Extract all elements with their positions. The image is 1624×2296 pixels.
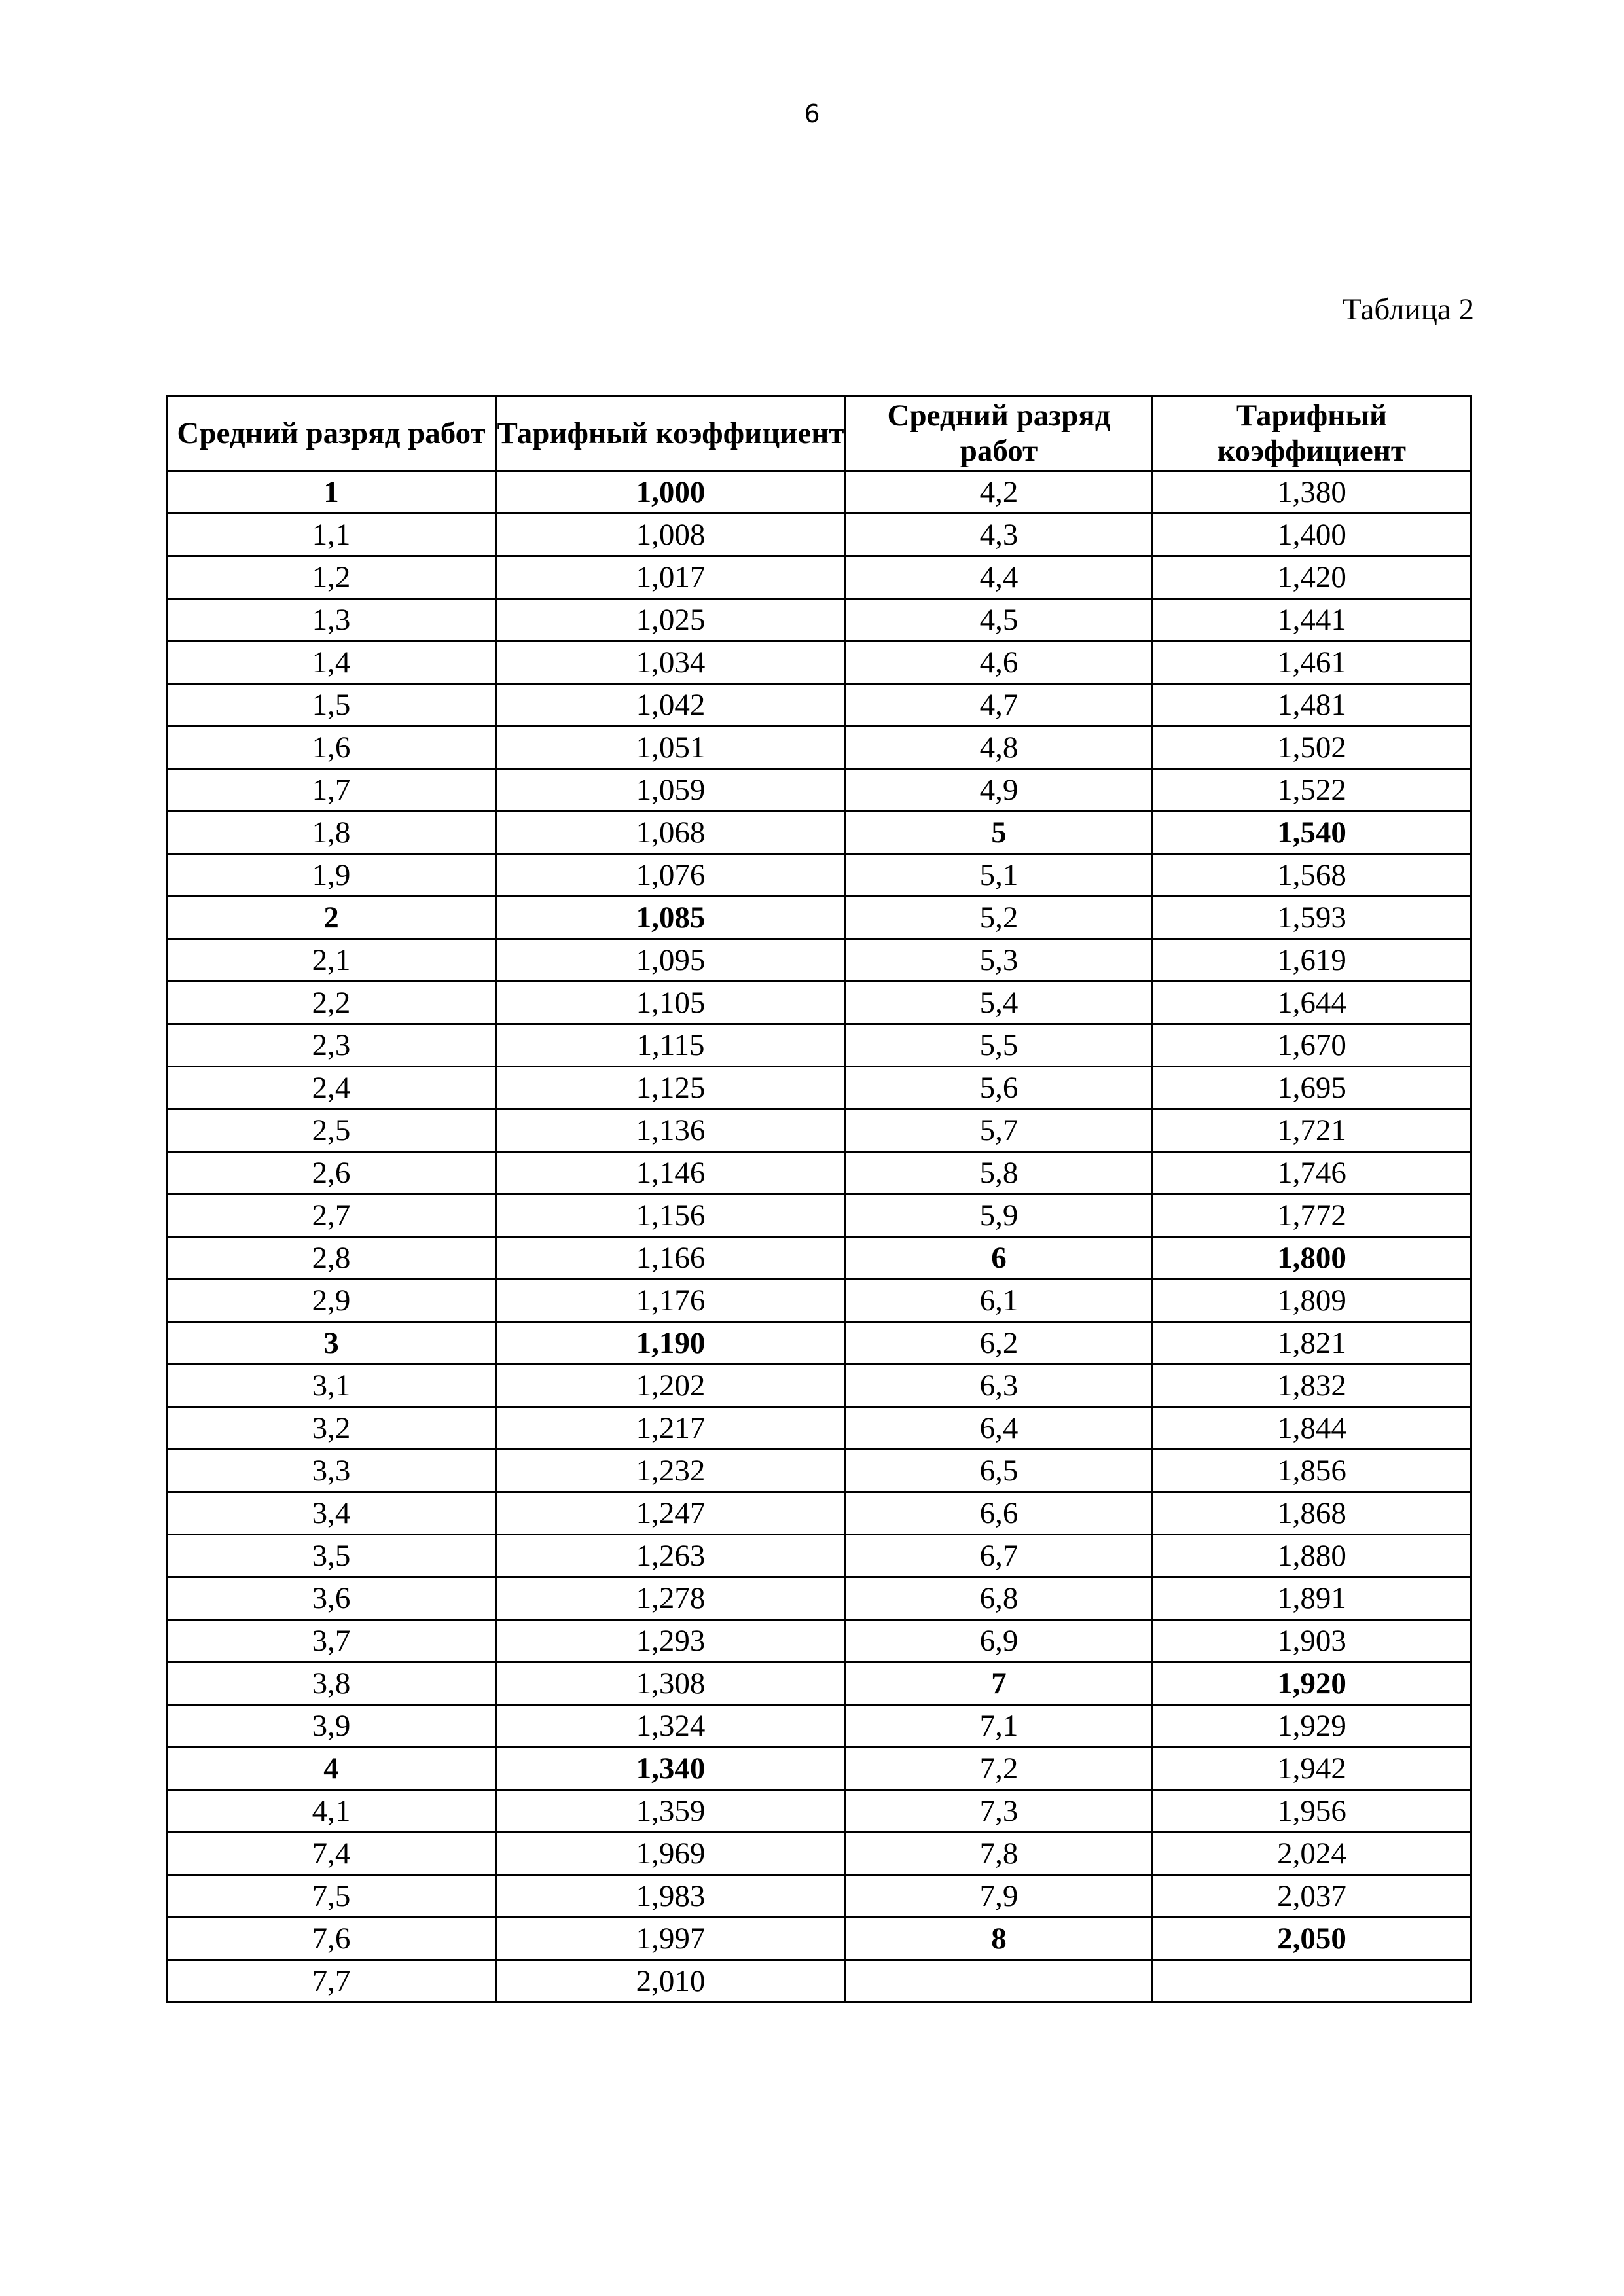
grade-left-cell: 1,9: [167, 854, 496, 897]
grade-left-cell: 3,8: [167, 1662, 496, 1705]
coefficient-left-cell: 1,146: [496, 1152, 846, 1194]
grade-left-cell: 7,5: [167, 1875, 496, 1918]
table-row: [167, 1833, 1471, 1875]
table-row: [167, 897, 1471, 939]
grade-right-cell: 7: [846, 1662, 1153, 1705]
table-row: [167, 1280, 1471, 1322]
coefficient-left-cell: 1,025: [496, 599, 846, 641]
coefficient-left-cell: 1,034: [496, 641, 846, 684]
grade-left-cell: 7,7: [167, 1960, 496, 2003]
grade-left-cell: 3,4: [167, 1492, 496, 1535]
table-row: [167, 1960, 1471, 2003]
coefficient-left-cell: 2,010: [496, 1960, 846, 2003]
grade-right-cell: 6,8: [846, 1577, 1153, 1620]
grade-left-cell: 1,7: [167, 769, 496, 812]
coefficient-right-cell: 1,942: [1153, 1748, 1471, 1790]
coefficient-left-cell: 1,232: [496, 1450, 846, 1492]
table-row: [167, 1790, 1471, 1833]
grade-right-cell: 5,6: [846, 1067, 1153, 1109]
table-row: [167, 1109, 1471, 1152]
grade-left-cell: 2,3: [167, 1024, 496, 1067]
header-grade-right: Средний разряд работ: [846, 396, 1153, 471]
table-row: [167, 1705, 1471, 1748]
grade-right-cell: 6,2: [846, 1322, 1153, 1365]
grade-right-cell: 7,1: [846, 1705, 1153, 1748]
table-row: [167, 939, 1471, 982]
coefficient-left-cell: 1,324: [496, 1705, 846, 1748]
table-header-row: [167, 396, 1471, 471]
grade-left-cell: 7,4: [167, 1833, 496, 1875]
grade-right-cell: 7,2: [846, 1748, 1153, 1790]
grade-right-cell: 5,1: [846, 854, 1153, 897]
coefficient-right-cell: 1,809: [1153, 1280, 1471, 1322]
grade-left-cell: 2,5: [167, 1109, 496, 1152]
coefficient-right-cell: [1153, 1960, 1471, 2003]
coefficient-right-cell: 1,502: [1153, 726, 1471, 769]
table-row: [167, 1662, 1471, 1705]
table-row: [167, 1620, 1471, 1662]
coefficient-left-cell: 1,051: [496, 726, 846, 769]
coefficient-left-cell: 1,217: [496, 1407, 846, 1450]
grade-left-cell: 2,7: [167, 1194, 496, 1237]
table-row: [167, 1577, 1471, 1620]
coefficient-left-cell: 1,017: [496, 556, 846, 599]
grade-right-cell: 4,4: [846, 556, 1153, 599]
coefficient-left-cell: 1,076: [496, 854, 846, 897]
table-caption: Таблица 2: [1342, 293, 1474, 327]
grade-left-cell: 1,1: [167, 514, 496, 556]
grade-right-cell: 4,3: [846, 514, 1153, 556]
table-row: [167, 769, 1471, 812]
table-row: [167, 1918, 1471, 1960]
table-row: [167, 982, 1471, 1024]
table-row: [167, 726, 1471, 769]
table-row: [167, 1237, 1471, 1280]
coefficient-left-cell: 1,190: [496, 1322, 846, 1365]
table-row: [167, 1365, 1471, 1407]
coefficient-right-cell: 1,540: [1153, 812, 1471, 854]
grade-left-cell: 3,6: [167, 1577, 496, 1620]
table-row: [167, 684, 1471, 726]
coefficient-right-cell: 1,420: [1153, 556, 1471, 599]
grade-right-cell: 5,3: [846, 939, 1153, 982]
coefficient-left-cell: 1,156: [496, 1194, 846, 1237]
grade-right-cell: 4,7: [846, 684, 1153, 726]
grade-right-cell: 5,9: [846, 1194, 1153, 1237]
grade-left-cell: 3,7: [167, 1620, 496, 1662]
table-body: [167, 471, 1471, 2003]
coefficient-left-cell: 1,278: [496, 1577, 846, 1620]
coefficient-left-cell: 1,068: [496, 812, 846, 854]
table-row: [167, 1024, 1471, 1067]
page-number: 6: [804, 99, 820, 128]
coefficient-right-cell: 1,441: [1153, 599, 1471, 641]
coefficient-left-cell: 1,983: [496, 1875, 846, 1918]
table-row: [167, 1194, 1471, 1237]
coefficient-right-cell: 1,800: [1153, 1237, 1471, 1280]
header-coefficient-left: Тарифный коэффициент: [496, 396, 846, 471]
grade-right-cell: [846, 1960, 1153, 2003]
coefficient-right-cell: 1,670: [1153, 1024, 1471, 1067]
table-row: [167, 1407, 1471, 1450]
coefficient-left-cell: 1,008: [496, 514, 846, 556]
table-row: [167, 1492, 1471, 1535]
coefficient-right-cell: 1,400: [1153, 514, 1471, 556]
grade-right-cell: 7,9: [846, 1875, 1153, 1918]
table-row: [167, 1875, 1471, 1918]
coefficient-left-cell: 1,263: [496, 1535, 846, 1577]
table-row: [167, 854, 1471, 897]
coefficient-right-cell: 1,568: [1153, 854, 1471, 897]
coefficient-right-cell: 1,832: [1153, 1365, 1471, 1407]
table-row: [167, 599, 1471, 641]
coefficient-right-cell: 1,721: [1153, 1109, 1471, 1152]
header-coefficient-right: Тарифный коэффициент: [1153, 396, 1471, 471]
coefficient-right-cell: 1,461: [1153, 641, 1471, 684]
grade-right-cell: 4,8: [846, 726, 1153, 769]
grade-left-cell: 3,3: [167, 1450, 496, 1492]
grade-left-cell: 3,5: [167, 1535, 496, 1577]
table-row: [167, 641, 1471, 684]
coefficient-right-cell: 1,481: [1153, 684, 1471, 726]
coefficient-left-cell: 1,997: [496, 1918, 846, 1960]
coefficient-left-cell: 1,000: [496, 471, 846, 514]
grade-left-cell: 1,8: [167, 812, 496, 854]
table-row: [167, 1450, 1471, 1492]
tariff-coefficient-table: [166, 395, 1472, 2003]
grade-left-cell: 2,2: [167, 982, 496, 1024]
coefficient-right-cell: 1,856: [1153, 1450, 1471, 1492]
grade-right-cell: 6,6: [846, 1492, 1153, 1535]
grade-right-cell: 6: [846, 1237, 1153, 1280]
grade-left-cell: 3,2: [167, 1407, 496, 1450]
grade-right-cell: 7,3: [846, 1790, 1153, 1833]
table-row: [167, 1067, 1471, 1109]
coefficient-right-cell: 1,619: [1153, 939, 1471, 982]
grade-right-cell: 6,1: [846, 1280, 1153, 1322]
grade-right-cell: 5,5: [846, 1024, 1153, 1067]
grade-left-cell: 2: [167, 897, 496, 939]
table-row: [167, 1748, 1471, 1790]
coefficient-right-cell: 2,050: [1153, 1918, 1471, 1960]
grade-right-cell: 6,3: [846, 1365, 1153, 1407]
grade-left-cell: 1,5: [167, 684, 496, 726]
grade-right-cell: 5,4: [846, 982, 1153, 1024]
grade-right-cell: 8: [846, 1918, 1153, 1960]
coefficient-right-cell: 1,593: [1153, 897, 1471, 939]
coefficient-right-cell: 1,772: [1153, 1194, 1471, 1237]
grade-right-cell: 4,9: [846, 769, 1153, 812]
table-row: [167, 471, 1471, 514]
coefficient-left-cell: 1,042: [496, 684, 846, 726]
coefficient-left-cell: 1,105: [496, 982, 846, 1024]
grade-left-cell: 2,9: [167, 1280, 496, 1322]
coefficient-right-cell: 1,956: [1153, 1790, 1471, 1833]
table-row: [167, 812, 1471, 854]
grade-right-cell: 5,7: [846, 1109, 1153, 1152]
coefficient-right-cell: 1,821: [1153, 1322, 1471, 1365]
coefficient-right-cell: 1,903: [1153, 1620, 1471, 1662]
coefficient-right-cell: 1,929: [1153, 1705, 1471, 1748]
coefficient-left-cell: 1,247: [496, 1492, 846, 1535]
coefficient-left-cell: 1,202: [496, 1365, 846, 1407]
grade-right-cell: 6,7: [846, 1535, 1153, 1577]
coefficient-left-cell: 1,308: [496, 1662, 846, 1705]
coefficient-left-cell: 1,166: [496, 1237, 846, 1280]
table-row: [167, 1152, 1471, 1194]
coefficient-left-cell: 1,136: [496, 1109, 846, 1152]
coefficient-left-cell: 1,059: [496, 769, 846, 812]
coefficient-left-cell: 1,359: [496, 1790, 846, 1833]
coefficient-left-cell: 1,176: [496, 1280, 846, 1322]
coefficient-right-cell: 1,695: [1153, 1067, 1471, 1109]
grade-left-cell: 1: [167, 471, 496, 514]
grade-right-cell: 5: [846, 812, 1153, 854]
coefficient-left-cell: 1,095: [496, 939, 846, 982]
grade-left-cell: 1,6: [167, 726, 496, 769]
grade-left-cell: 1,4: [167, 641, 496, 684]
coefficient-left-cell: 1,293: [496, 1620, 846, 1662]
grade-right-cell: 5,8: [846, 1152, 1153, 1194]
grade-left-cell: 2,6: [167, 1152, 496, 1194]
table-row: [167, 1322, 1471, 1365]
grade-left-cell: 1,2: [167, 556, 496, 599]
coefficient-right-cell: 1,644: [1153, 982, 1471, 1024]
coefficient-right-cell: 1,522: [1153, 769, 1471, 812]
grade-left-cell: 4,1: [167, 1790, 496, 1833]
coefficient-right-cell: 1,920: [1153, 1662, 1471, 1705]
grade-left-cell: 4: [167, 1748, 496, 1790]
grade-right-cell: 4,5: [846, 599, 1153, 641]
table-row: [167, 1535, 1471, 1577]
grade-left-cell: 3,9: [167, 1705, 496, 1748]
table-row: [167, 514, 1471, 556]
grade-right-cell: 6,4: [846, 1407, 1153, 1450]
coefficient-left-cell: 1,125: [496, 1067, 846, 1109]
coefficient-left-cell: 1,340: [496, 1748, 846, 1790]
grade-right-cell: 4,6: [846, 641, 1153, 684]
grade-right-cell: 4,2: [846, 471, 1153, 514]
grade-right-cell: 5,2: [846, 897, 1153, 939]
coefficient-right-cell: 1,844: [1153, 1407, 1471, 1450]
coefficient-left-cell: 1,085: [496, 897, 846, 939]
coefficient-right-cell: 2,037: [1153, 1875, 1471, 1918]
coefficient-right-cell: 1,380: [1153, 471, 1471, 514]
grade-right-cell: 6,9: [846, 1620, 1153, 1662]
grade-left-cell: 3,1: [167, 1365, 496, 1407]
coefficient-right-cell: 2,024: [1153, 1833, 1471, 1875]
header-grade-left: Средний разряд работ: [167, 396, 496, 471]
grade-left-cell: 2,8: [167, 1237, 496, 1280]
coefficient-right-cell: 1,868: [1153, 1492, 1471, 1535]
coefficient-left-cell: 1,969: [496, 1833, 846, 1875]
grade-left-cell: 2,1: [167, 939, 496, 982]
coefficient-left-cell: 1,115: [496, 1024, 846, 1067]
grade-left-cell: 1,3: [167, 599, 496, 641]
grade-right-cell: 6,5: [846, 1450, 1153, 1492]
grade-left-cell: 2,4: [167, 1067, 496, 1109]
coefficient-right-cell: 1,891: [1153, 1577, 1471, 1620]
grade-left-cell: 3: [167, 1322, 496, 1365]
grade-right-cell: 7,8: [846, 1833, 1153, 1875]
coefficient-right-cell: 1,746: [1153, 1152, 1471, 1194]
table-row: [167, 556, 1471, 599]
grade-left-cell: 7,6: [167, 1918, 496, 1960]
coefficient-right-cell: 1,880: [1153, 1535, 1471, 1577]
